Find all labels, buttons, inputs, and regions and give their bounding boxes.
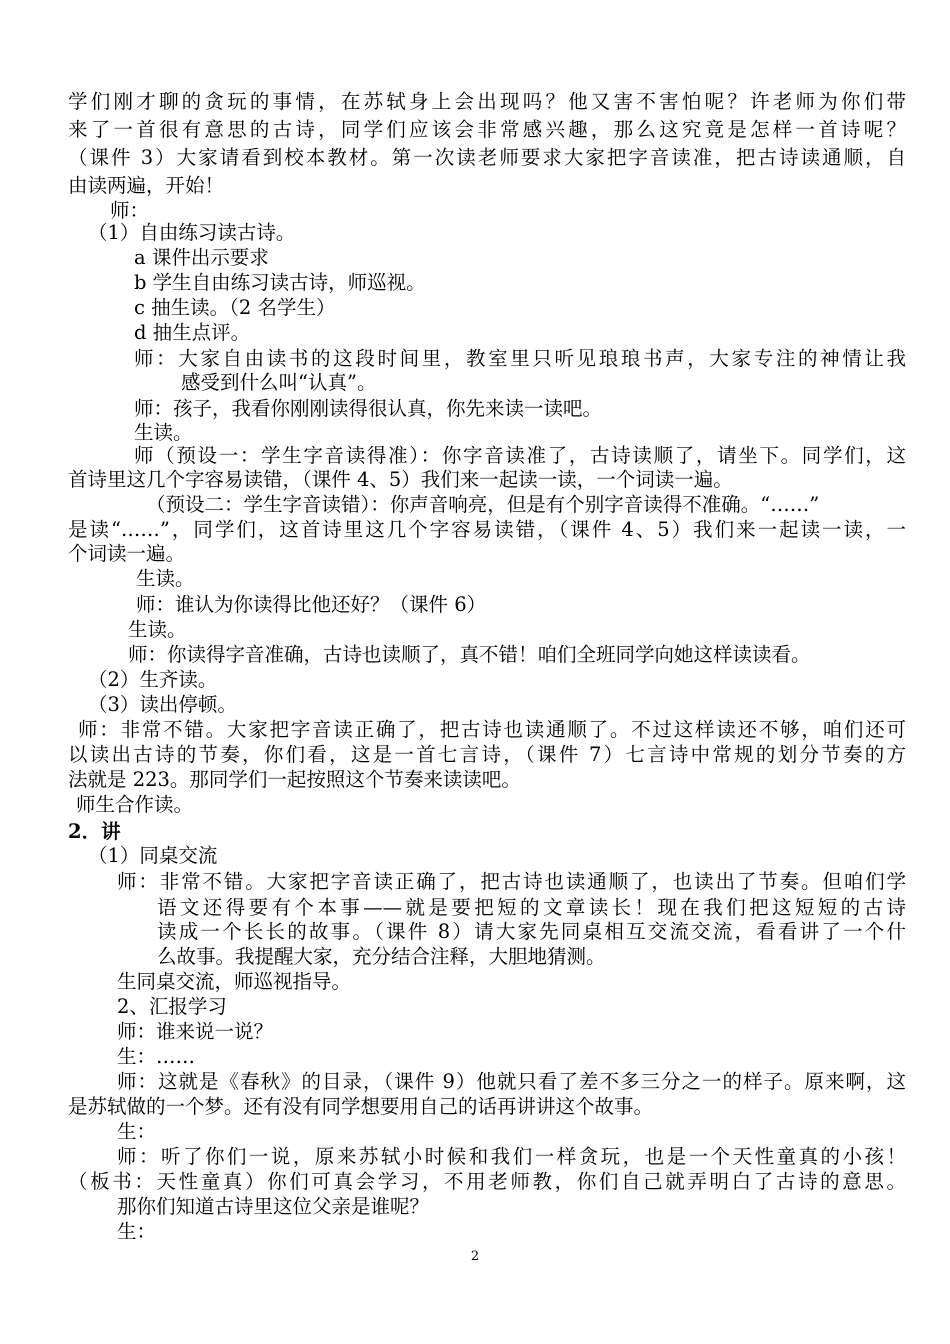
text-line: 个词读一遍。 xyxy=(68,542,186,565)
text-line: 由读两遍，开始！ xyxy=(68,174,225,197)
text-line: 生读。 xyxy=(134,421,193,444)
text-line: 首诗里这几个字容易读错，（课件 4、5）我们来一起读一读，一个词读一遍。 xyxy=(68,468,733,491)
text-line: 生： xyxy=(117,1120,157,1143)
text-line: 生读。 xyxy=(136,567,195,590)
text-line: 那你们知道古诗里这位父亲是谁呢？ xyxy=(117,1195,430,1218)
text-line: 来了一首很有意思的古诗，同学们应该会非常感兴趣，那么这究竟是怎样一首诗呢？ xyxy=(68,118,906,141)
text-line: 师：谁来说一说？ xyxy=(117,1020,274,1043)
text-line: 师：大家自由读书的这段时间里，教室里只听见琅琅书声，大家专注的神情让我 xyxy=(134,347,906,370)
text-line: （2）生齐读。 xyxy=(88,668,218,691)
text-line: b 学生自由练习读古诗，师巡视。 xyxy=(134,271,426,294)
text-line: 师：这就是《春秋》的目录，（课件 9）他就只看了差不多三分之一的样子。原来啊，这 xyxy=(117,1070,906,1093)
page-number: 2 xyxy=(470,1249,480,1264)
text-line: 生同桌交流，师巡视指导。 xyxy=(117,970,352,993)
text-line: （预设二：学生字音读错）：你声音响亮，但是有个别字音读得不准确。“……” xyxy=(146,493,820,516)
text-line: 2、汇报学习 xyxy=(117,995,227,1018)
text-line: a 课件出示要求 xyxy=(134,246,269,269)
text-line: （3）读出停顿。 xyxy=(88,693,237,716)
text-line: d 抽生点评。 xyxy=(134,321,251,344)
text-line: 师：听了你们一说，原来苏轼小时候和我们一样贪玩，也是一个天性童真的小孩！ xyxy=(117,1145,906,1168)
section-heading: 2．讲 xyxy=(68,820,121,843)
text-line: 师：谁认为你读得比他还好？（课件 6） xyxy=(136,593,487,616)
text-line: 师（预设一：学生字音读得准）：你字音读准了，古诗读顺了，请坐下。同学们，这 xyxy=(134,444,906,467)
text-line: 师：孩子，我看你刚刚读得很认真，你先来读一读吧。 xyxy=(134,397,603,420)
text-line: 学们刚才聊的贪玩的事情，在苏轼身上会出现吗？他又害不害怕呢？许老师为你们带 xyxy=(68,90,906,113)
text-line: 是苏轼做的一个梦。还有没有同学想要用自己的话再讲讲这个故事。 xyxy=(68,1095,654,1118)
text-line: （课件 3）大家请看到校本教材。第一次读老师要求大家把字音读准，把古诗读通顺，自 xyxy=(68,146,906,169)
text-line: 生读。 xyxy=(128,618,187,641)
text-line: 么故事。我提醒大家，充分结合注释，大胆地猜测。 xyxy=(157,945,606,968)
text-line: c 抽生读。（2 名学生） xyxy=(134,296,336,319)
text-line: 师：你读得字音准确，古诗也读顺了，真不错！咱们全班同学向她这样读读看。 xyxy=(128,643,811,666)
text-line: 师：非常不错。大家把字音读正确了，把古诗也读通顺了。不过这样读还不够，咱们还可 xyxy=(78,718,906,741)
text-line: （1）自由练习读古诗。 xyxy=(88,221,296,244)
text-line: 师： xyxy=(110,199,150,222)
text-line: 是读“……”，同学们，这首诗里这几个字容易读错，（课件 4、5）我们来一起读一读，一 xyxy=(68,518,906,541)
text-line: 以读出古诗的节奏，你们看，这是一首七言诗，（课件 7）七言诗中常规的划分节奏的方 xyxy=(68,743,906,766)
text-line: 读成一个长长的故事。（课件 8）请大家先同桌相互交流交流，看看讲了一个什 xyxy=(157,920,906,943)
text-line: 法就是 223。那同学们一起按照这个节奏来读读吧。 xyxy=(68,768,521,791)
text-line: 生：…… xyxy=(117,1045,196,1068)
text-line: 语文还得要有个本事——就是要把短的文章读长！现在我们把这短短的古诗 xyxy=(157,896,906,919)
text-line: 生： xyxy=(117,1220,157,1243)
text-line: （1）同桌交流 xyxy=(88,844,218,867)
text-line: （板书：天性童真）你们可真会学习，不用老师教，你们自己就弄明白了古诗的意思。 xyxy=(68,1170,906,1193)
text-line: 师生合作读。 xyxy=(76,793,194,816)
text-line: 师：非常不错。大家把字音读正确了，把古诗也读通顺了，也读出了节奏。但咱们学 xyxy=(117,870,906,893)
text-line: 感受到什么叫“认真”。 xyxy=(181,371,377,394)
